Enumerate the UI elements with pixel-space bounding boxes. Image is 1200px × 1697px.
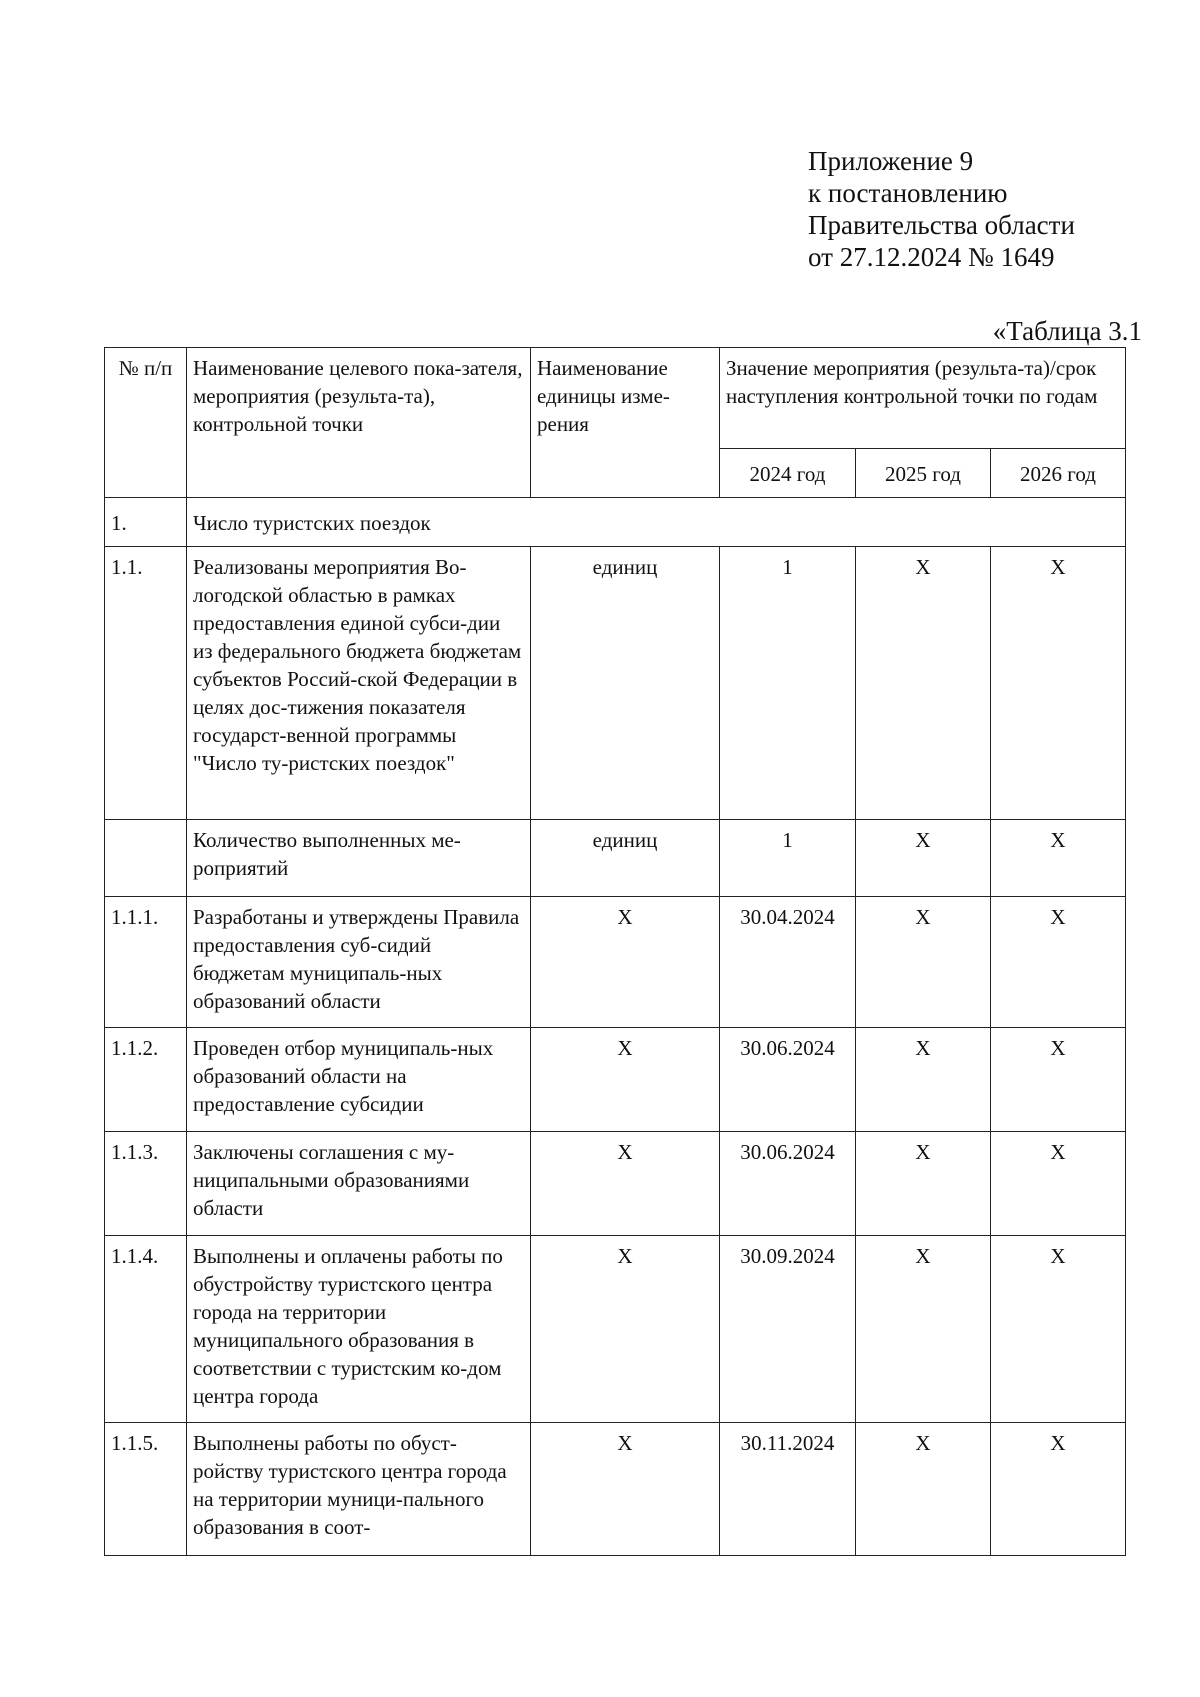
row-value-2026: X [991, 1236, 1126, 1423]
header-year-2024: 2024 год [720, 449, 856, 498]
header-name: Наименование целевого пока-зателя, мероприятия (результа-та), контрольной точки [187, 348, 531, 498]
row-value-2026: X [991, 547, 1126, 820]
row-name: Заключены соглашения с му-ниципальными образованиями области [187, 1132, 531, 1236]
row-value-2024: 30.04.2024 [720, 897, 856, 1028]
row-value-2026: X [991, 1028, 1126, 1132]
table-row [105, 1132, 1126, 1236]
row-value-2024: 30.06.2024 [720, 1132, 856, 1236]
row-num: 1.1.2. [105, 1028, 187, 1132]
table-row [105, 820, 1126, 897]
row-value-2025: X [856, 820, 991, 897]
header-row [105, 348, 1126, 449]
row-unit: X [531, 1028, 720, 1132]
row-unit: X [531, 897, 720, 1028]
row-unit: X [531, 1236, 720, 1423]
row-unit: единиц [531, 547, 720, 820]
row-num: 1.1. [105, 547, 187, 820]
table-row [105, 897, 1126, 1028]
row-name: Количество выполненных ме-роприятий [187, 820, 531, 897]
section-num: 1. [105, 498, 187, 547]
appendix-line-4: от 27.12.2024 № 1649 [808, 242, 1055, 272]
row-value-2025: X [856, 897, 991, 1028]
row-name: Проведен отбор муниципаль-ных образований области на предоставление субсидии [187, 1028, 531, 1132]
row-value-2025: X [856, 1423, 991, 1556]
header-values-group: Значение мероприятия (результа-та)/срок наступления контрольной точки по годам [720, 348, 1126, 449]
table-row [105, 1028, 1126, 1132]
header-year-2026: 2026 год [991, 449, 1126, 498]
appendix-block [808, 145, 1075, 273]
row-num: 1.1.4. [105, 1236, 187, 1423]
appendix-line-3: Правительства области [808, 210, 1075, 240]
row-value-2026: X [991, 820, 1126, 897]
header-year-2025: 2025 год [856, 449, 991, 498]
row-num: 1.1.5. [105, 1423, 187, 1556]
row-value-2025: X [856, 1028, 991, 1132]
row-num [105, 820, 187, 897]
row-name: Разработаны и утверждены Правила предоставления суб-сидий бюджетам муниципаль-ных образований области [187, 897, 531, 1028]
section-row [105, 498, 1126, 547]
row-value-2024: 30.11.2024 [720, 1423, 856, 1556]
appendix-line-1: Приложение 9 [808, 146, 974, 176]
row-unit: единиц [531, 820, 720, 897]
row-value-2024: 30.09.2024 [720, 1236, 856, 1423]
row-value-2024: 1 [720, 547, 856, 820]
row-value-2024: 30.06.2024 [720, 1028, 856, 1132]
row-value-2024: 1 [720, 820, 856, 897]
row-value-2025: X [856, 547, 991, 820]
indicators-table [104, 347, 1126, 1556]
table-row [105, 1236, 1126, 1423]
table-caption: «Таблица 3.1 [992, 316, 1142, 346]
row-name: Выполнены работы по обуст-ройству туристского центра города на территории муници-пального образования в соот- [187, 1423, 531, 1556]
row-unit: X [531, 1132, 720, 1236]
row-unit: X [531, 1423, 720, 1556]
table-row [105, 547, 1126, 820]
row-value-2025: X [856, 1132, 991, 1236]
row-value-2026: X [991, 897, 1126, 1028]
row-num: 1.1.1. [105, 897, 187, 1028]
table-row [105, 1423, 1126, 1556]
appendix-line-2: к постановлению [808, 178, 1008, 208]
row-num: 1.1.3. [105, 1132, 187, 1236]
section-title: Число туристских поездок [187, 498, 1126, 547]
row-name: Реализованы мероприятия Во-логодской областью в рамках предоставления единой субси-дии из федерального бюджета бюджетам субъектов Россий-ской Федерации в целях дос-тижения показателя государст-венной программы "Число ту-ристских поездок" [187, 547, 531, 820]
row-value-2026: X [991, 1132, 1126, 1236]
row-value-2025: X [856, 1236, 991, 1423]
row-value-2026: X [991, 1423, 1126, 1556]
header-num: № п/п [105, 348, 187, 498]
row-name: Выполнены и оплачены работы по обустройству туристского центра города на территории муниципального образования в соответствии с туристским ко-дом центра города [187, 1236, 531, 1423]
header-unit: Наименование единицы изме-рения [531, 348, 720, 498]
